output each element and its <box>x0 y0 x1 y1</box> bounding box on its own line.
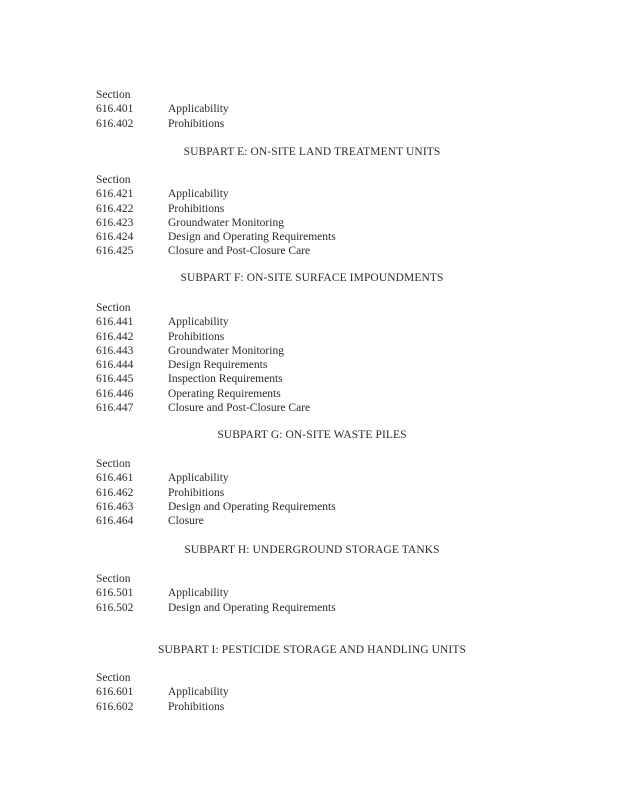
subpart-heading: SUBPART I: PESTICIDE STORAGE AND HANDLING UNITS <box>158 644 466 656</box>
section-row <box>96 244 566 258</box>
subpart-heading: SUBPART F: ON-SITE SURFACE IMPOUNDMENTS <box>180 272 444 284</box>
section-row <box>96 187 566 201</box>
section-title: Applicability <box>168 188 229 201</box>
section-title: Design Requirements <box>168 359 268 372</box>
section-title: Applicability <box>168 686 229 699</box>
section-block <box>96 173 566 259</box>
subpart-heading: SUBPART E: ON-SITE LAND TREATMENT UNITS <box>183 146 441 158</box>
section-label: Section <box>96 573 131 585</box>
section-title: Design and Operating Requirements <box>168 500 336 513</box>
section-number: 616.502 <box>96 601 134 614</box>
section-number: 616.402 <box>96 117 134 130</box>
section-label: Section <box>96 458 131 470</box>
section-title: Design and Operating Requirements <box>168 601 336 614</box>
section-row <box>96 514 566 528</box>
section-number: 616.423 <box>96 216 134 229</box>
section-number: 616.463 <box>96 500 134 513</box>
section-row <box>96 358 566 372</box>
section-row <box>96 471 566 485</box>
section-row <box>96 500 566 514</box>
section-label: Section <box>96 89 131 101</box>
section-number: 616.442 <box>96 330 134 343</box>
section-number: 616.422 <box>96 202 134 215</box>
section-title: Groundwater Monitoring <box>168 344 284 357</box>
section-number: 616.425 <box>96 245 134 258</box>
section-title: Prohibitions <box>168 486 225 499</box>
section-number: 616.401 <box>96 103 134 116</box>
section-row <box>96 230 566 244</box>
section-number: 616.445 <box>96 373 134 386</box>
section-row <box>96 387 566 401</box>
section-row <box>96 344 566 358</box>
section-number: 616.443 <box>96 344 134 357</box>
section-title: Prohibitions <box>168 117 225 130</box>
section-number: 616.441 <box>96 316 134 329</box>
section-title: Applicability <box>168 587 229 600</box>
section-number: 616.501 <box>96 587 134 600</box>
section-row <box>96 315 566 329</box>
section-label: Section <box>96 302 131 314</box>
section-title: Closure <box>168 515 204 528</box>
section-row <box>96 700 566 714</box>
section-label: Section <box>96 672 131 684</box>
section-block <box>96 457 566 528</box>
section-number: 616.421 <box>96 188 134 201</box>
section-block <box>96 88 566 131</box>
section-row <box>96 330 566 344</box>
section-number: 616.444 <box>96 359 134 372</box>
section-number: 616.602 <box>96 700 134 713</box>
section-row <box>96 601 566 615</box>
section-number: 616.461 <box>96 472 134 485</box>
section-title: Groundwater Monitoring <box>168 216 284 229</box>
section-label: Section <box>96 174 131 186</box>
section-number: 616.446 <box>96 387 134 400</box>
section-block <box>96 301 566 415</box>
section-title: Prohibitions <box>168 202 225 215</box>
section-title: Inspection Requirements <box>168 373 283 386</box>
section-title: Design and Operating Requirements <box>168 231 336 244</box>
section-block <box>96 671 566 714</box>
section-title: Applicability <box>168 316 229 329</box>
subpart-heading: SUBPART H: UNDERGROUND STORAGE TANKS <box>184 544 440 556</box>
section-row <box>96 117 566 131</box>
section-row <box>96 372 566 386</box>
section-row <box>96 202 566 216</box>
section-block <box>96 572 566 615</box>
section-number: 616.462 <box>96 486 134 499</box>
section-number: 616.601 <box>96 686 134 699</box>
section-title: Operating Requirements <box>168 387 281 400</box>
section-title: Closure and Post-Closure Care <box>168 245 311 258</box>
section-title: Applicability <box>168 103 229 116</box>
section-row <box>96 486 566 500</box>
section-row <box>96 102 566 116</box>
section-number: 616.447 <box>96 402 134 415</box>
section-title: Closure and Post-Closure Care <box>168 402 311 415</box>
subpart-heading: SUBPART G: ON-SITE WASTE PILES <box>217 429 407 441</box>
section-number: 616.424 <box>96 231 134 244</box>
section-title: Prohibitions <box>168 700 225 713</box>
section-row <box>96 401 566 415</box>
section-row <box>96 216 566 230</box>
section-title: Prohibitions <box>168 330 225 343</box>
section-title: Applicability <box>168 472 229 485</box>
section-row <box>96 685 566 699</box>
section-row <box>96 586 566 600</box>
section-number: 616.464 <box>96 515 134 528</box>
